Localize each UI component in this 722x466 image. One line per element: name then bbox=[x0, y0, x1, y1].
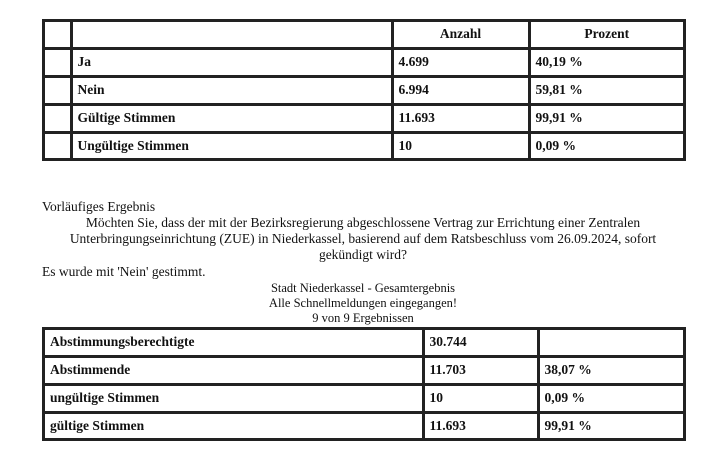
row-marker-cell bbox=[43, 48, 71, 76]
row-count: 11.703 bbox=[423, 356, 538, 384]
row-marker-cell bbox=[43, 76, 71, 104]
row-marker-cell bbox=[43, 104, 71, 132]
results-count: 9 von 9 Ergebnissen bbox=[312, 311, 414, 325]
row-count: 11.693 bbox=[423, 412, 538, 440]
row-label: gültige Stimmen bbox=[43, 412, 423, 440]
row-percent: 40,19 % bbox=[529, 48, 685, 76]
row-percent: 99,91 % bbox=[529, 104, 685, 132]
reports-status: Alle Schnellmeldungen eingegangen! bbox=[268, 296, 458, 310]
table-row bbox=[43, 356, 685, 384]
table-row bbox=[43, 104, 685, 132]
row-label: Abstimmungsberechtigte bbox=[43, 328, 423, 356]
row-label: Gültige Stimmen bbox=[71, 104, 392, 132]
table-row bbox=[43, 48, 685, 76]
table-row bbox=[43, 412, 685, 440]
preliminary-result-label: Vorläufiges Ergebnis bbox=[42, 199, 156, 214]
row-percent: 0,09 % bbox=[529, 132, 685, 160]
row-label: Abstimmende bbox=[43, 356, 423, 384]
row-count: 10 bbox=[392, 132, 529, 160]
city-total-heading: Stadt Niederkassel - Gesamtergebnis bbox=[270, 281, 456, 295]
row-label: Ja bbox=[71, 48, 392, 76]
row-count: 30.744 bbox=[423, 328, 538, 356]
referendum-question: Möchten Sie, dass der mit der Bezirksregierung abgeschlossene Vertrag zur Errichtung einer Zentralen Unterbringungseinrichtung (ZUE) in Niederkassel, basierend auf dem Ratsbeschluss vom 26.09.2024, sofort gekündigt wird? bbox=[69, 215, 657, 262]
table-header-cell bbox=[71, 20, 392, 48]
table-row bbox=[43, 132, 685, 160]
vote-outcome: Es wurde mit 'Nein' gestimmt. bbox=[42, 264, 206, 279]
table-row bbox=[43, 328, 685, 356]
row-label: ungültige Stimmen bbox=[43, 384, 423, 412]
row-percent: 0,09 % bbox=[538, 384, 685, 412]
table-row bbox=[43, 384, 685, 412]
row-count: 4.699 bbox=[392, 48, 529, 76]
percent-column-header: Prozent bbox=[529, 20, 685, 48]
table-header-cell bbox=[43, 20, 71, 48]
row-marker-cell bbox=[43, 132, 71, 160]
table-row bbox=[43, 76, 685, 104]
row-label: Ungültige Stimmen bbox=[71, 132, 392, 160]
row-count: 11.693 bbox=[392, 104, 529, 132]
row-count: 10 bbox=[423, 384, 538, 412]
turnout-table bbox=[42, 327, 686, 441]
table-header-row bbox=[43, 20, 685, 48]
row-label: Nein bbox=[71, 76, 392, 104]
row-count: 6.994 bbox=[392, 76, 529, 104]
row-percent: 59,81 % bbox=[529, 76, 685, 104]
summary-table bbox=[42, 19, 686, 161]
row-percent bbox=[538, 328, 685, 356]
count-column-header: Anzahl bbox=[392, 20, 529, 48]
row-percent: 38,07 % bbox=[538, 356, 685, 384]
row-percent: 99,91 % bbox=[538, 412, 685, 440]
